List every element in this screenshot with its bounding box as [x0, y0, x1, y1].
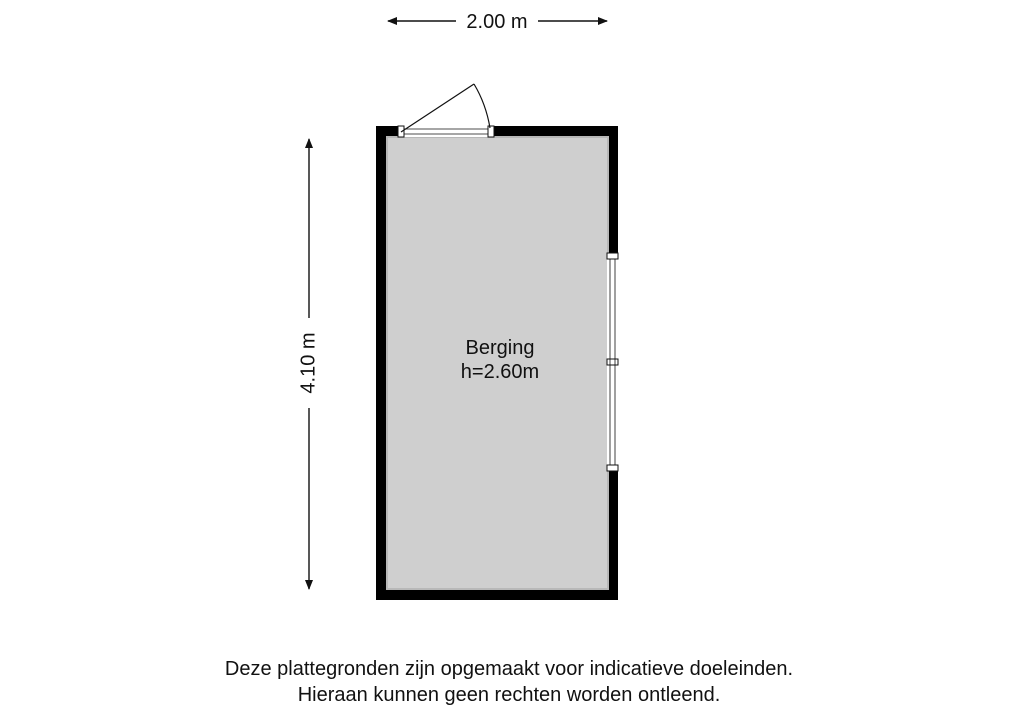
window-frame-top	[607, 253, 618, 259]
room-ceiling-height: h=2.60m	[460, 361, 540, 383]
door-swing-arc	[474, 84, 490, 128]
window	[607, 253, 618, 471]
height-dimension-label: 4.10 m	[297, 332, 320, 394]
door-frame-right	[488, 126, 494, 137]
door-leaf	[401, 84, 474, 132]
room-name: Berging	[465, 337, 535, 359]
door-opening	[398, 126, 494, 137]
door	[398, 84, 494, 137]
width-dimension	[388, 11, 607, 33]
window-frame-middle	[607, 359, 618, 365]
width-dimension-label: 2.00 m	[466, 11, 528, 33]
window-frame-bottom	[607, 465, 618, 471]
disclaimer-line-2: Hieraan kunnen geen rechten worden ontleend.	[297, 684, 721, 706]
height-dimension	[297, 139, 319, 589]
disclaimer-line-1: Deze plattegronden zijn opgemaakt voor indicatieve doeleinden.	[224, 658, 794, 680]
